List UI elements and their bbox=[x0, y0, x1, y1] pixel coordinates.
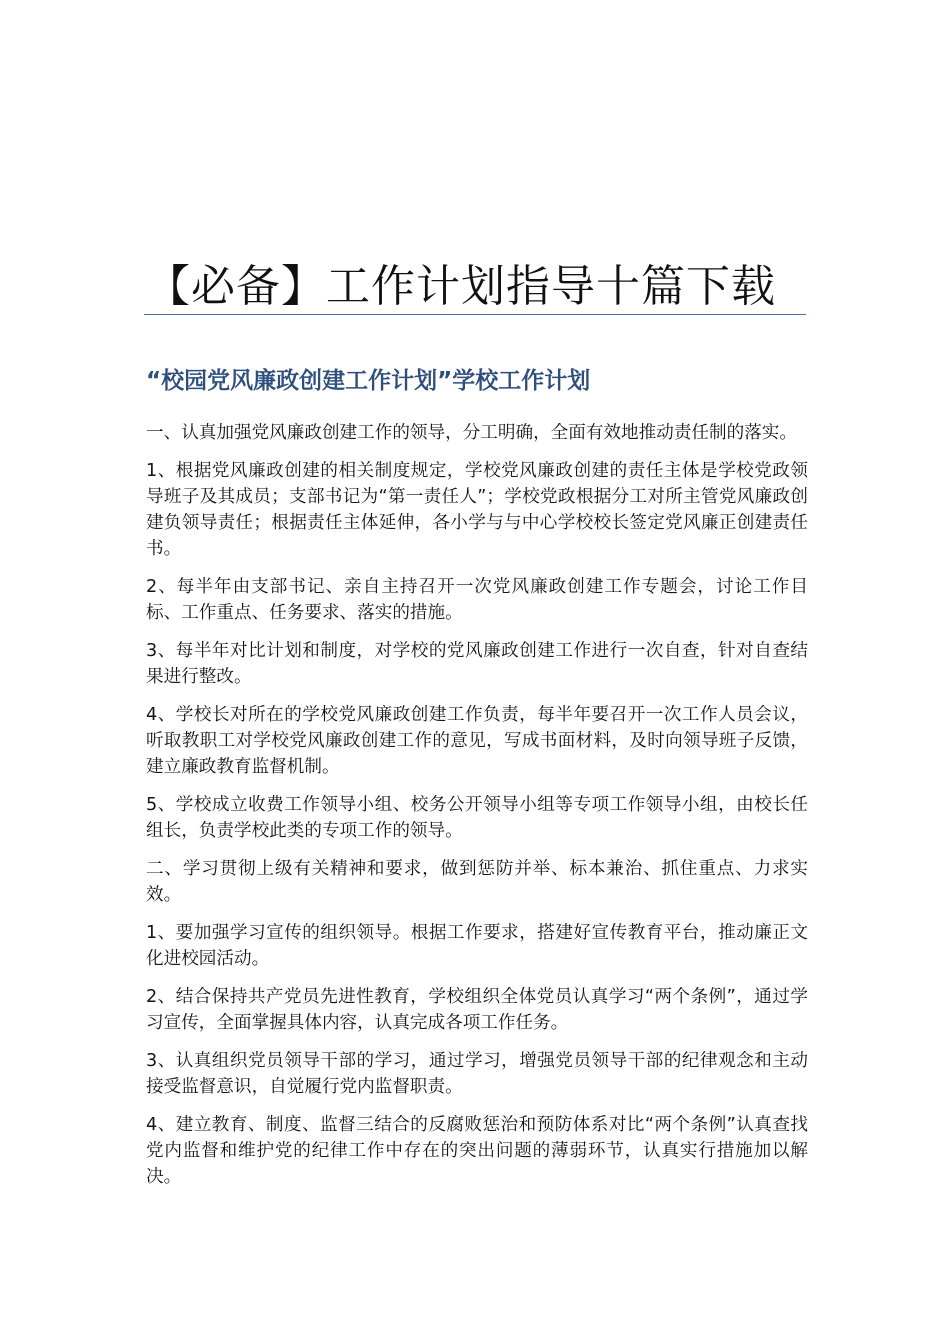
document-title: 【必备】工作计划指导十篇下载 bbox=[146, 261, 776, 312]
section-heading: “校园党风廉政创建工作计划”学校工作计划 bbox=[146, 368, 591, 394]
paragraph: 2、每半年由支部书记、亲自主持召开一次党风廉政创建工作专题会，讨论工作目标、工作重点、任务要求、落实的措施。 bbox=[146, 577, 808, 623]
paragraph: 5、学校成立收费工作领导小组、校务公开领导小组等专项工作领导小组，由校长任组长，负责学校此类的专项工作的领导。 bbox=[146, 795, 808, 841]
title-underline bbox=[144, 314, 806, 315]
body-text bbox=[146, 420, 808, 1202]
paragraph: 二、学习贯彻上级有关精神和要求，做到惩防并举、标本兼治、抓住重点、力求实效。 bbox=[146, 859, 808, 905]
paragraph: 2、结合保持共产党员先进性教育，学校组织全体党员认真学习“两个条例”，通过学习宣传，全面掌握具体内容，认真完成各项工作任务。 bbox=[146, 987, 808, 1033]
paragraph: 3、每半年对比计划和制度，对学校的党风廉政创建工作进行一次自查，针对自查结果进行整改。 bbox=[146, 641, 808, 687]
paragraph: 3、认真组织党员领导干部的学习，通过学习，增强党员领导干部的纪律观念和主动接受监督意识，自觉履行党内监督职责。 bbox=[146, 1051, 808, 1097]
paragraph: 一、认真加强党风廉政创建工作的领导，分工明确，全面有效地推动责任制的落实。 bbox=[146, 423, 797, 443]
paragraph: 1、要加强学习宣传的组织领导。根据工作要求，搭建好宣传教育平台，推动廉正文化进校园活动。 bbox=[146, 923, 808, 969]
paragraph: 1、根据党风廉政创建的相关制度规定，学校党风廉政创建的责任主体是学校党政领导班子及其成员；支部书记为“第一责任人”；学校党政根据分工对所主管党风廉政创建负领导责任；根据责任主体延伸，各小学与与中心学校校长签定党风廉正创建责任书。 bbox=[146, 461, 808, 559]
paragraph: 4、建立教育、制度、监督三结合的反腐败惩治和预防体系对比“两个条例”认真查找党内监督和维护党的纪律工作中存在的突出问题的薄弱环节，认真实行措施加以解决。 bbox=[146, 1115, 808, 1187]
paragraph: 4、学校长对所在的学校党风廉政创建工作负责，每半年要召开一次工作人员会议，听取教职工对学校党风廉政创建工作的意见，写成书面材料，及时向领导班子反馈，建立廉政教育监督机制。 bbox=[146, 705, 808, 777]
